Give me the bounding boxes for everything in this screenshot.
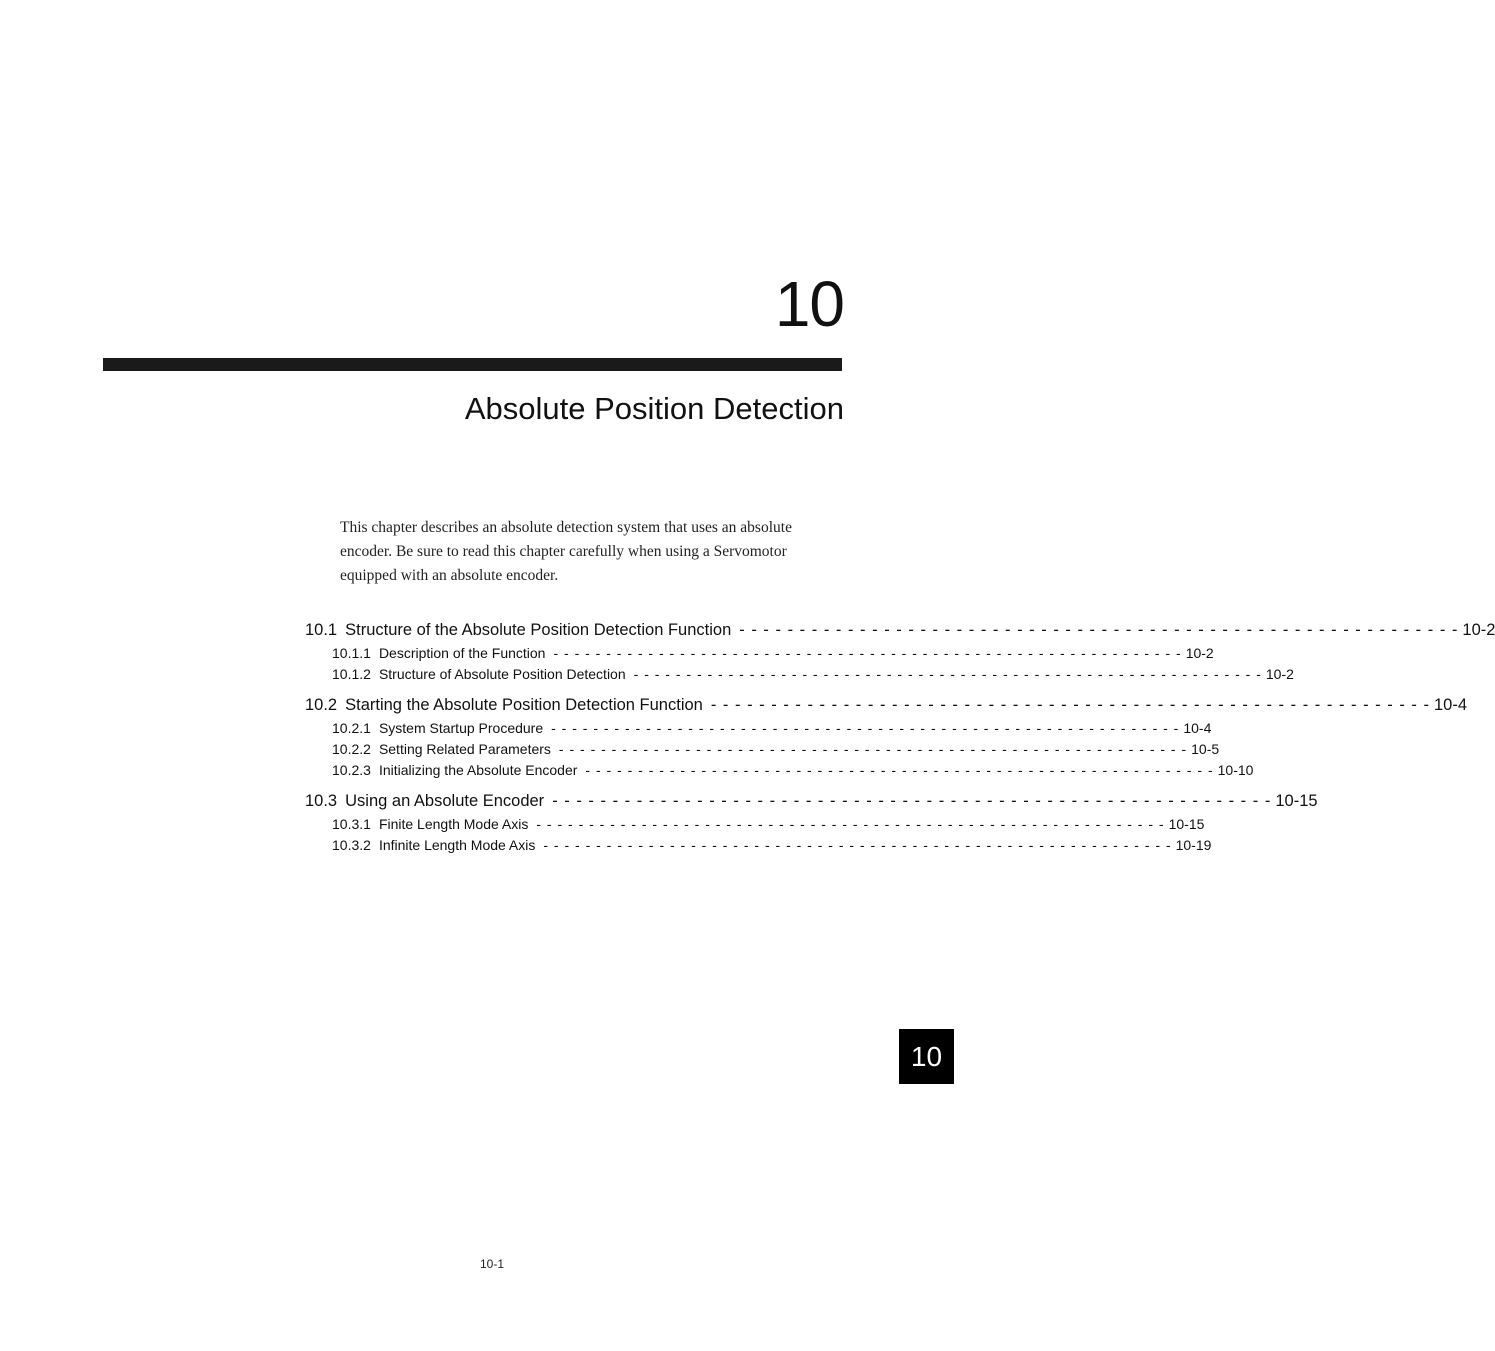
toc-entry-page: 10-15 [1275,792,1318,810]
toc-entry-label: Description of the Function [378,645,546,661]
toc-leader-dots: - - - - - - - - - - - - - - - - - - - - - - - - - - - - - - - - - - - - - - - - - - - - - - - - - - - - - - - - - - - - [536,816,1165,832]
toc-entry-label: Infinite Length Mode Axis [378,837,536,853]
toc-entry[interactable] [305,739,1220,760]
toc-entry-number: 10.1.2 [332,666,371,682]
toc-entry-number: 10.2.2 [332,741,371,757]
toc-entry-label: Setting Related Parameters [378,741,551,757]
toc-entry-page: 10-4 [1183,720,1212,736]
toc-entry-page: 10-2 [1462,621,1495,639]
toc-entry[interactable] [305,718,1212,739]
toc-entry[interactable] [305,814,1205,835]
toc-entry-label: Finite Length Mode Axis [378,816,529,832]
toc-entry-label: Using an Absolute Encoder [345,792,545,810]
toc-leader-dots: - - - - - - - - - - - - - - - - - - - - - - - - - - - - - - - - - - - - - - - - - - - - - - - - - - - - - - - - - - - - [551,720,1180,736]
toc-entry[interactable] [305,643,1214,664]
toc-entry-number: 10.1 [305,621,338,639]
toc-leader-dots: - - - - - - - - - - - - - - - - - - - - - - - - - - - - - - - - - - - - - - - - - - - - - - - - - - - - - - - - - - - - [558,741,1188,757]
toc-entry-page: 10-19 [1175,837,1212,853]
toc-entry[interactable] [305,664,1294,685]
chapter-number: 10 [774,268,844,340]
toc-entry[interactable] [305,760,1254,781]
toc-entry[interactable] [305,618,1495,643]
toc-entry[interactable] [305,789,1318,814]
toc-entry-page: 10-15 [1168,816,1205,832]
toc-entry-number: 10.1.1 [332,645,371,661]
toc-leader-dots: - - - - - - - - - - - - - - - - - - - - - - - - - - - - - - - - - - - - - - - - - - - - - - - - - - - - - - - - - - - - [585,762,1214,778]
chapter-title: Absolute Position Detection [464,391,844,426]
toc-entry-number: 10.3.2 [332,837,371,853]
toc-leader-dots: - - - - - - - - - - - - - - - - - - - - - - - - - - - - - - - - - - - - - - - - - - - - - - - - - - - - - - - - - - - - [553,645,1182,661]
toc-leader-dots: - - - - - - - - - - - - - - - - - - - - - - - - - - - - - - - - - - - - - - - - - - - - - - - - - - - - - - - - - - - - [552,792,1272,810]
page-number: 10-1 [479,1257,505,1271]
toc-leader-dots: - - - - - - - - - - - - - - - - - - - - - - - - - - - - - - - - - - - - - - - - - - - - - - - - - - - - - - - - - - - - [710,696,1430,714]
toc-entry-label: System Startup Procedure [378,720,544,736]
toc-entry-number: 10.3.1 [332,816,371,832]
toc-leader-dots: - - - - - - - - - - - - - - - - - - - - - - - - - - - - - - - - - - - - - - - - - - - - - - - - - - - - - - - - - - - - [739,621,1459,639]
toc-leader-dots: - - - - - - - - - - - - - - - - - - - - - - - - - - - - - - - - - - - - - - - - - - - - - - - - - - - - - - - - - - - - [633,666,1262,682]
toc-entry-page: 10-2 [1185,645,1214,661]
toc-entry-label: Initializing the Absolute Encoder [378,762,578,778]
toc-entry[interactable] [305,693,1468,718]
toc-entry-page: 10-10 [1217,762,1254,778]
toc-leader-dots: - - - - - - - - - - - - - - - - - - - - - - - - - - - - - - - - - - - - - - - - - - - - - - - - - - - - - - - - - - - - [543,837,1172,853]
toc-entry-number: 10.2.1 [332,720,371,736]
table-of-contents [305,616,1495,856]
toc-entry-label: Starting the Absolute Position Detection Function [345,696,703,714]
toc-entry[interactable] [305,835,1212,856]
toc-entry-number: 10.2.3 [332,762,371,778]
toc-entry-label: Structure of Absolute Position Detection [378,666,626,682]
toc-entry-page: 10-4 [1434,696,1468,714]
toc-entry-page: 10-5 [1191,741,1220,757]
toc-entry-label: Structure of the Absolute Position Detection Function [345,621,732,639]
intro-paragraph: This chapter describes an absolute detection system that uses an absolute encoder. Be sure to read this chapter carefully when using a Servomotor equipped with an absolute encoder. [340,519,792,584]
toc-entry-number: 10.2 [305,696,338,714]
toc-entry-number: 10.3 [305,792,338,810]
chapter-tab-marker: 10 [899,1029,954,1084]
chapter-rule [103,358,842,371]
toc-entry-page: 10-2 [1265,666,1294,682]
